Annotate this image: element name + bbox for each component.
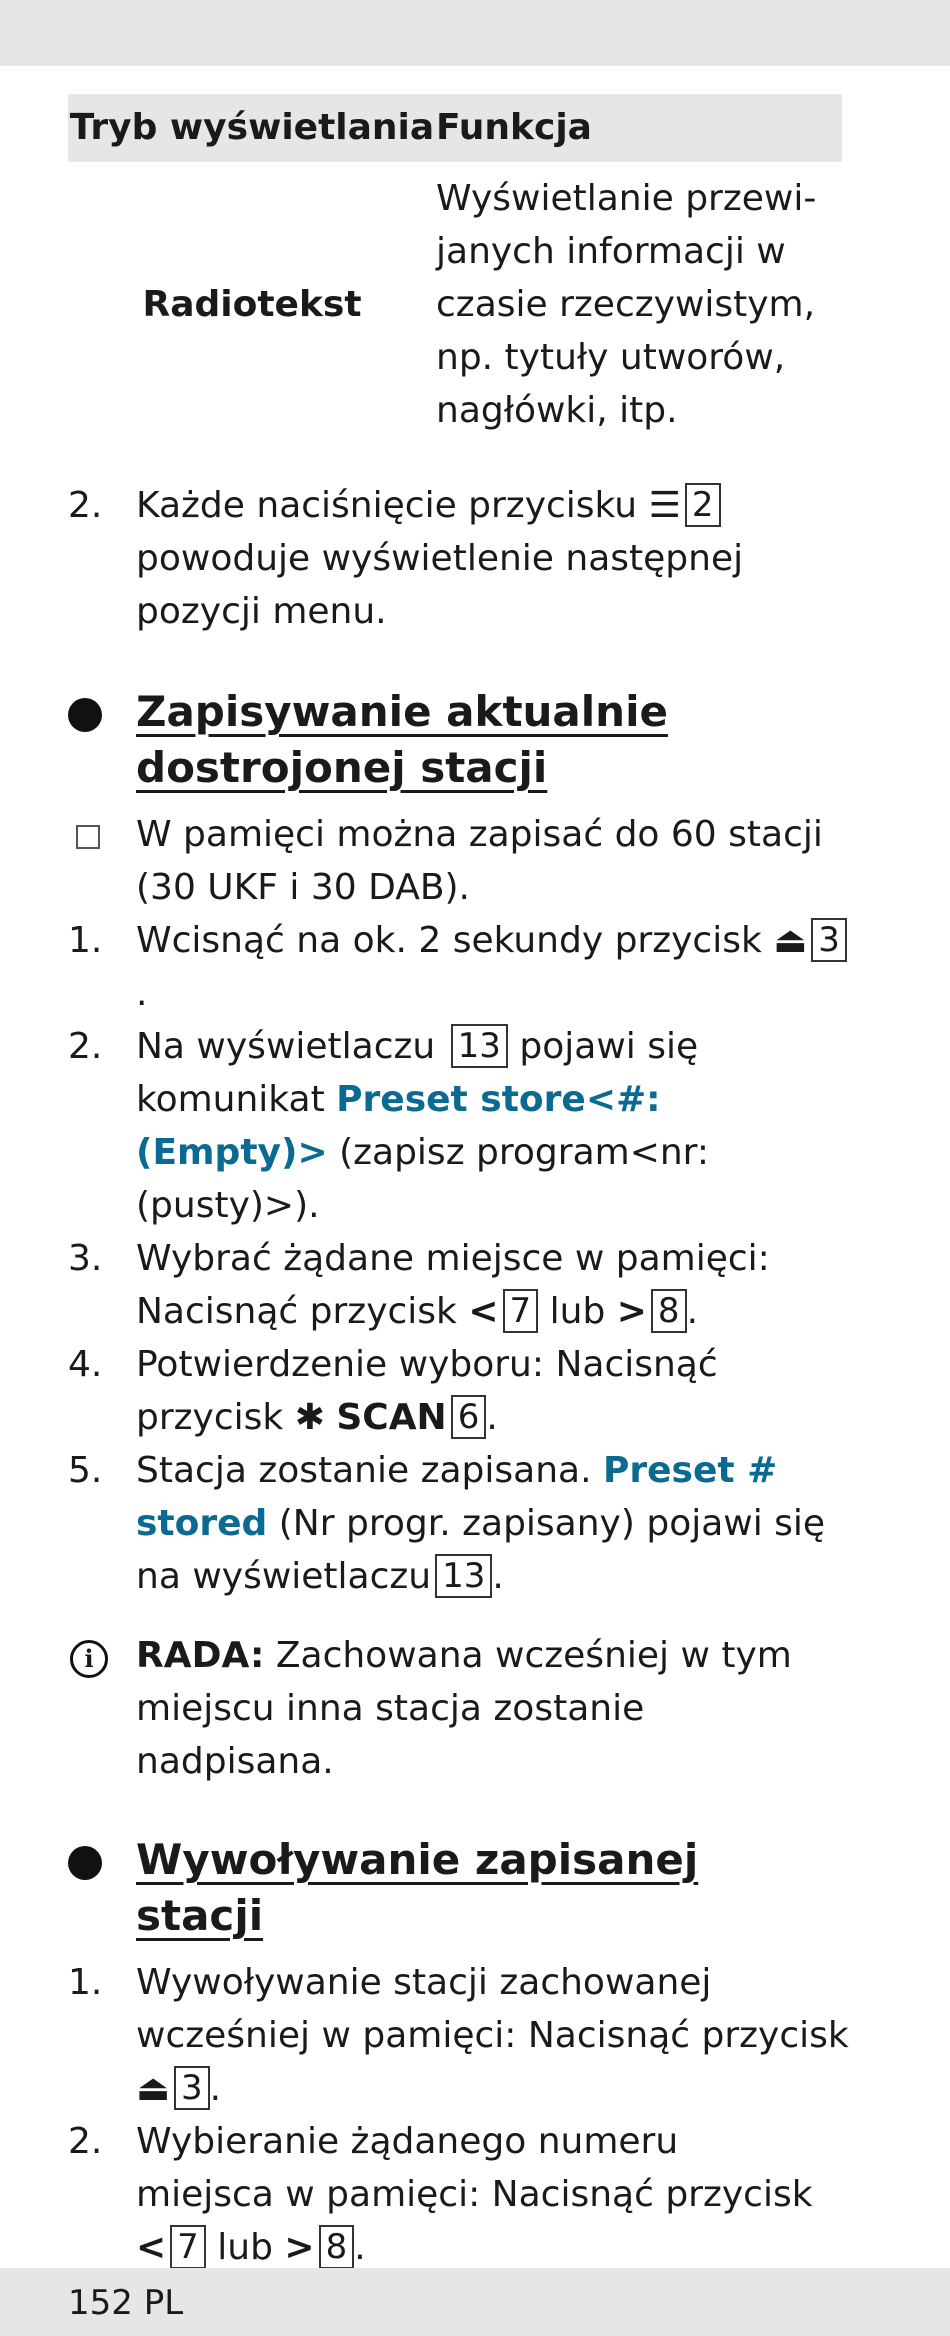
function-line: nagłówki, itp. — [436, 390, 678, 431]
step-text: powoduje wyświetlenie następnej pozycji menu. — [136, 538, 744, 632]
step-number: 2. — [68, 2121, 103, 2162]
list-item — [68, 479, 828, 638]
function-line: np. tytuły utworów, — [436, 337, 786, 378]
list-item — [68, 1956, 850, 2115]
step-text: Stacja zostanie zapisana. — [136, 1450, 592, 1491]
punct: . — [686, 1291, 699, 1332]
key-box: 7 — [170, 2225, 206, 2269]
step-number: 5. — [68, 1450, 103, 1491]
step-text: Wcisnąć na ok. 2 sekundy przycisk — [136, 920, 762, 961]
step-text: Potwierdzenie wyboru: Nacisnąć przycisk — [136, 1344, 718, 1438]
section-title-text: Wywoływanie zapisanej stacji — [136, 1835, 699, 1940]
save-steps-list — [68, 808, 850, 1603]
punct: . — [136, 973, 148, 1014]
tip-block — [68, 1629, 850, 1788]
key-box: 8 — [319, 2225, 355, 2269]
next-icon: > — [284, 2227, 315, 2268]
preset-icon: ⏏ — [773, 920, 808, 961]
function-line: Wyświetlanie przewi- — [436, 178, 817, 219]
display-message: Preset # stored — [136, 1450, 778, 1544]
menu-icon: ☰ — [648, 485, 681, 526]
function-cell — [436, 162, 842, 437]
tip-text: Zachowana wcześniej w tym miejscu inna stacja zostanie nadpisana. — [136, 1635, 792, 1782]
key-box: 2 — [685, 483, 721, 527]
key-box: 13 — [451, 1024, 508, 1068]
top-band — [0, 0, 950, 66]
section-title-save — [68, 684, 836, 796]
tip-label: RADA: — [136, 1635, 265, 1676]
page-content — [68, 94, 850, 2274]
header-mode: Tryb wyświetlania — [68, 94, 436, 162]
function-line: czasie rzeczywistym, — [436, 284, 816, 325]
list-item — [68, 808, 850, 914]
language-code: PL — [143, 2283, 184, 2323]
menu-step-list — [68, 479, 828, 638]
step-text: Na wyświetlaczu — [136, 1026, 436, 1067]
list-item — [68, 1338, 850, 1444]
step-number: 1. — [68, 920, 103, 961]
step-number: 4. — [68, 1344, 103, 1385]
step-text: (zapisz program<nr:(pusty)>). — [136, 1132, 709, 1226]
list-item — [68, 1232, 850, 1338]
list-item — [68, 2115, 816, 2274]
step-text: lub — [549, 1291, 606, 1332]
section-title-recall — [68, 1832, 836, 1944]
preset-icon: ⏏ — [136, 2068, 171, 2109]
prev-icon: < — [136, 2227, 167, 2268]
step-text: Wybrać żądane miejsce w pamięci: Nacisnąć przycisk — [136, 1238, 770, 1332]
info-icon: i — [70, 1640, 108, 1678]
key-box: 13 — [435, 1554, 492, 1598]
recall-steps-list — [68, 1956, 850, 2274]
step-text: pojawi się komunikat — [136, 1026, 699, 1120]
list-item — [68, 1444, 850, 1603]
display-mode-table — [68, 94, 842, 437]
bullet-icon — [68, 698, 102, 732]
key-box: 7 — [503, 1289, 539, 1333]
step-number: 3. — [68, 1238, 103, 1279]
page-number — [68, 2283, 183, 2323]
step-number: 2. — [68, 1026, 103, 1067]
note-square-icon — [76, 825, 100, 849]
key-box: 3 — [174, 2066, 210, 2110]
key-box: 6 — [451, 1395, 487, 1439]
table-header-row — [68, 94, 842, 162]
key-box: 3 — [811, 918, 847, 962]
table-row — [68, 162, 842, 437]
bluetooth-icon: ✱ — [294, 1397, 325, 1438]
display-message: Preset store<#:(Empty)> — [136, 1079, 661, 1173]
section-title-text: Zapisywanie aktualnie dostrojonej stacji — [136, 687, 668, 792]
page-number-value: 152 — [68, 2283, 133, 2323]
step-number: 1. — [68, 1962, 103, 2003]
key-box: 8 — [651, 1289, 687, 1333]
punct: . — [486, 1397, 498, 1438]
step-text: lub — [217, 2227, 273, 2268]
next-icon: > — [616, 1291, 647, 1332]
punct: . — [492, 1556, 504, 1597]
step-text: (Nr progr. zapisany) pojawi się na wyświetlaczu — [136, 1503, 826, 1597]
step-text: Wywoływanie stacji zachowanej wcześniej w pamięci: Nacisnąć przycisk — [136, 1962, 849, 2056]
list-item — [68, 1020, 850, 1232]
scan-label: SCAN — [336, 1397, 447, 1438]
function-line: janych informacji w — [436, 231, 786, 272]
step-number: 2. — [68, 485, 103, 526]
note-text: W pamięci można zapisać do 60 stacji (30 UKF i 30 DAB). — [136, 814, 823, 908]
step-text: Każde naciśnięcie przycisku — [136, 485, 638, 526]
punct: . — [354, 2227, 366, 2268]
prev-icon: < — [468, 1291, 499, 1332]
punct: . — [209, 2068, 222, 2109]
mode-cell: Radiotekst — [142, 284, 362, 325]
step-text: Wybieranie żądanego numeru miejsca w pamięci: Nacisnąć przycisk — [136, 2121, 813, 2215]
header-function: Funkcja — [436, 94, 842, 162]
list-item — [68, 914, 850, 1020]
bullet-icon — [68, 1846, 102, 1880]
